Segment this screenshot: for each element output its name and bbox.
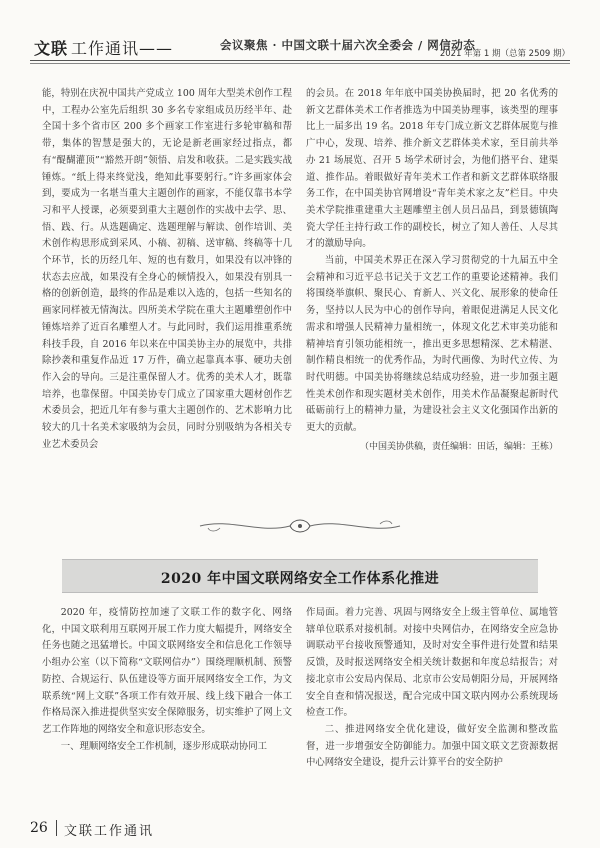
paragraph: 作局面。着力完善、巩固与网络安全上级主管单位、属地管辖单位联系对接机制。对接中央网信办，在网络安全应急协调联动平台接收预警通知，及时对安全事件进行处置和结果反馈，及时报送网络安全相关统计数据和年度总结报告；对接北京市公安局内保局、北京市公安局朝阳分局，开展网络安全自查和情况报送，配合完成中国文联内网办公系统现场检查工作。: [306, 607, 558, 719]
footer-divider: [56, 820, 57, 836]
header-rule-thin: [30, 63, 570, 64]
decorative-divider-icon: [190, 514, 410, 538]
paragraph: 的会员。在 2018 年年底中国美协换届时，把 20 名优秀的新文艺群体美术工作者推选为中国美协理事，该类型的理事比上一届多出 19 名。2018 年专门成立新文艺群体展览与推广中心，发现、培养、推介新文艺群体美术家，至目前共举办 21 场展览、召开 5 场学术研讨会，为他们搭平台、建渠道、推作品。着眼做好青年美术工作者和新文艺群体联络服务工作，在中国美协官网增设“青年美术家之友”栏目。中央美术学院推重建重大主题雕塑主创人员吕品昌，到景德镇陶瓷大学任主持行政工作的副校长，树立了知人善任、人尽其才的激励导向。: [306, 88, 558, 250]
article-title-banner: [62, 559, 538, 593]
paragraph: 能，特别在庆祝中国共产党成立 100 周年大型美术创作工程中，工程办公室先后组织 30 多名专家组成员历经半年、赴全国十多个省市区 200 多个画家工作室进行多轮审稿和帮带，集体的智慧是强大的，无论是新老画家经过指点，都有“醍醐灌顶”“豁然开朗”领悟、启发和收获。二是实践实战锤炼。“纸上得来终觉浅，绝知此事要躬行。”许多画家体会到，要成为一名堪当重大主题创作的画家，不能仅靠书本学习和平人授课，必须要到重大主题创作的实战中去学、思、悟、践、行。从选题确定、选题理解与解读、创作培训、美术创作构思形成到采风、小稿、初稿、送审稿、终稿等十几个环节，长的历经几年、短的也有数月，如果没有以冲锋的状态去应战，如果没有全身心的倾情投入，如果没有别具一格的创新创造，最终的作品是难以入选的，包括一些知名的画家同样被无情淘汰。四所美术学院在重大主题雕塑创作中锤炼培养了近百名雕塑人才。与此同时，我们运用推重系统科技手段，自 2016 年以来在中国美协主办的展览中，共排除抄袭和重复作品近 17 万件，确立起靠真本事、硬功夫创作入会的导向。三是注重保留人才。优秀的美术人才，既靠培养，也靠保留。中国美协专门成立了国家重大题材创作艺术委员会，把近几年有参与重大主题创作的、艺术影响力比较大的几十名美术家吸纳为会员，同时分别吸纳为各相关专业艺术委员会: [42, 88, 292, 450]
page-number: 26: [30, 820, 48, 836]
paragraph: 一、理顺网络安全工作机制，逐步形成联动协同工: [60, 740, 268, 752]
publication-logo: [34, 36, 173, 59]
section1-left-column: [42, 86, 292, 504]
header-topics: 会议聚焦 · 中国文联十届六次全委会 / 网信动态: [220, 38, 476, 52]
section1-right-column: [306, 86, 558, 504]
section2-left-column: [42, 605, 292, 805]
page-header: [30, 34, 570, 64]
header-rule: [30, 60, 570, 61]
section2-right-column: [306, 605, 558, 805]
article-title: 2020 年中国文联网络安全工作体系化推进: [160, 571, 440, 587]
brand-sub: 工作通讯——: [71, 39, 174, 58]
brand-main: 文联: [34, 39, 69, 58]
issue-info: 2021 年第 1 期（总第 2509 期）: [439, 49, 570, 59]
paragraph: 当前，中国美术界正在深入学习贯彻党的十九届五中全会精神和习近平总书记关于文艺工作的重要论述精神。我们将围绕举旗帜、聚民心、育新人、兴文化、展形象的使命任务，坚持以人民为中心的创作导向，着眼促进满足人民文化需求和增强人民精神力量相统一，体现文化艺术审美功能和精神培育引领功能相统一，推出更多思想精深、艺术精湛、制作精良相统一的优秀作品，为时代画像、为时代立传、为时代明德。中国美协将继续总结成功经验，进一步加强主题性美术创作和现实题材美术创作，用美术作品凝聚起新时代砥砺前行上的精神力量，为建设社会主义文化强国作出新的更大的贡献。: [306, 255, 558, 434]
paragraph: 二、推进网络安全优化建设，做好安全监测和整改监督，进一步增强安全防御能力。加强中国文联文艺资源数据中心网络安全建设，提升云计算平台的安全防护: [306, 723, 558, 769]
paragraph: 2020 年，疫情防控加速了文联工作的数字化、网络化，中国文联利用互联网开展工作力度大幅提升，网络安全任务也随之迅猛增长。中国文联网络安全和信息化工作领导小组办公室（以下简称“文联网信办”）围绕理顺机制、预警防控、合规运行、队伍建设等方面开展网络安全工作，为文联系统“网上文联”各项工作有效开展、线上线下融合一体工作格局深入推进提供坚实安全保障服务，切实维护了网上文艺工作阵地的网络安全和意识形态安全。: [42, 607, 292, 735]
editor-credit: （中国美协供稿，责任编辑：田话，编辑：王栋）: [359, 441, 558, 452]
footer-title: 文联工作通讯: [64, 824, 155, 839]
